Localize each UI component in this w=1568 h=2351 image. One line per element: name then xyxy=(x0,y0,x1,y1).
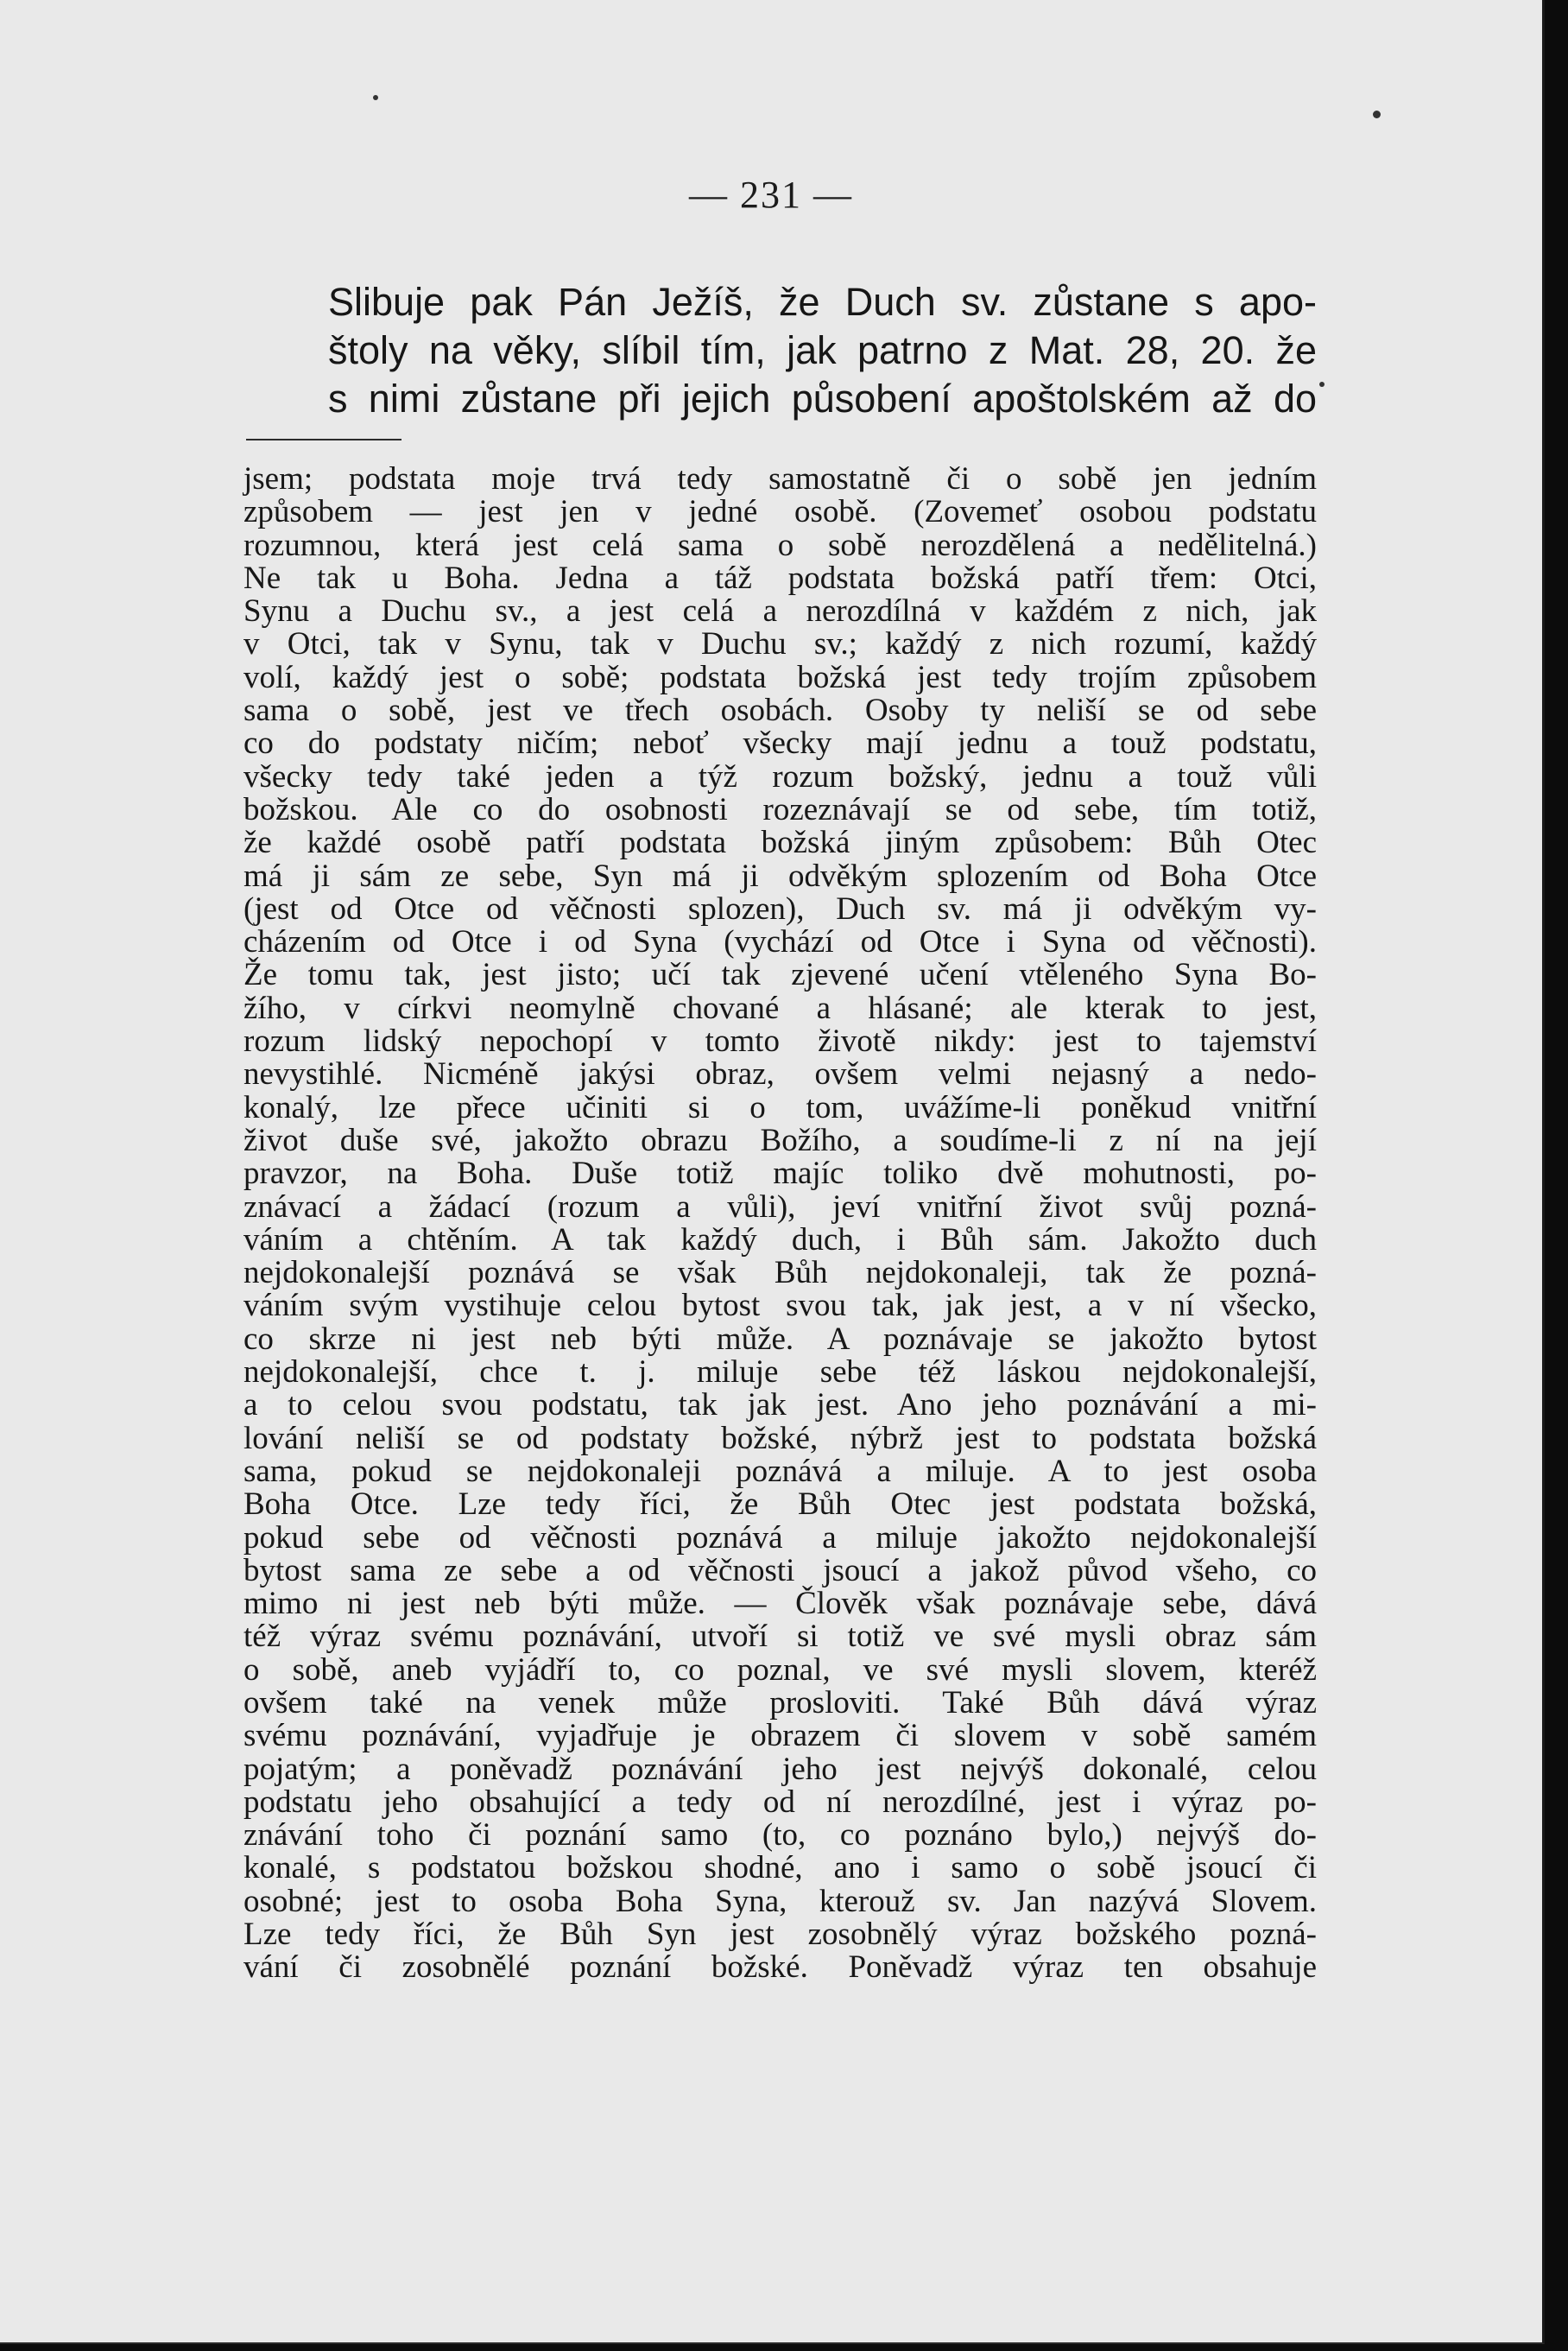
footnote-line: v Otci, tak v Synu, tak v Duchu sv.; každý z nich rozumí, každý xyxy=(243,626,1317,662)
footnote-line: pravzor, na Boha. Duše totiž majíc toliko dvě mohutnosti, po- xyxy=(243,1156,1317,1192)
page-number: — 231 — xyxy=(689,174,853,216)
footnote-line: Lze tedy říci, že Bůh Syn jest zosobnělý výraz božského pozná- xyxy=(243,1917,1317,1953)
footnote-line: sama o sobě, jest ve třech osobách. Osoby ty neliší se od sebe xyxy=(243,693,1317,729)
footnote-line: volí, každý jest o sobě; podstata božská jest tedy trojím způsobem xyxy=(243,659,1317,695)
footnote-line: co skrze ni jest neb býti může. A poznávaje se jakožto bytost xyxy=(243,1321,1317,1357)
footnote-line: pojatým; a poněvadž poznávání jeho jest nejvýš dokonalé, celou xyxy=(243,1751,1317,1787)
main-line: s nimi zůstane při jejich působení apoštolském až do xyxy=(328,377,1317,421)
footnote-line: znávací a žádací (rozum a vůli), jeví vnitřní život svůj pozná- xyxy=(243,1188,1317,1225)
footnote-divider xyxy=(246,439,401,440)
footnote-line: žího, v církvi neomylně chované a hlásané; ale kterak to jest, xyxy=(243,990,1317,1026)
footnote-line: má ji sám ze sebe, Syn má ji odvěkým splozením od Boha Otce xyxy=(243,858,1317,894)
footnote-line: podstatu jeho obsahující a tedy od ní nerozdílné, jest i výraz po- xyxy=(243,1784,1317,1820)
scan-speck xyxy=(1319,382,1325,387)
footnote-line: a to celou svou podstatu, tak jak jest. Ano jeho poznávání a mi- xyxy=(243,1387,1317,1423)
footnote-line: Synu a Duchu sv., a jest celá a nerozdílná v každém z nich, jak xyxy=(243,593,1317,630)
footnote-line: jsem; podstata moje trvá tedy samostatně či o sobě jen jedním xyxy=(243,461,1317,497)
footnote-line: konalý, lze přece učiniti si o tom, uvážíme-li poněkud vnitřní xyxy=(243,1089,1317,1125)
footnote-line: nevystihlé. Nicméně jakýsi obraz, ovšem velmi nejasný a nedo- xyxy=(243,1056,1317,1093)
main-line: štoly na věky, slíbil tím, jak patrno z Mat. 28, 20. že xyxy=(328,328,1317,372)
footnote-line: Ne tak u Boha. Jedna a táž podstata božská patří třem: Otci, xyxy=(243,560,1317,596)
footnote-line: pokud sebe od věčnosti poznává a miluje jakožto nejdokonalejší xyxy=(243,1519,1317,1556)
footnote-line: všecky tedy také jeden a týž rozum božský, jednu a touž vůli xyxy=(243,758,1317,795)
footnote-line: mimo ni jest neb býti může. — Člověk však poznávaje sebe, dává xyxy=(243,1586,1317,1622)
footnote-line: vání či zosobnělé poznání božské. Poněvadž výraz ten obsahuje xyxy=(243,1949,1317,1986)
footnote-line: způsobem — jest jen v jedné osobě. (Zovemeť osobou podstatu xyxy=(243,494,1317,530)
footnote-text xyxy=(243,463,1317,1985)
footnote-line: váním a chtěním. A tak každý duch, i Bůh sám. Jakožto duch xyxy=(243,1221,1317,1258)
footnote-line: osobné; jest to osoba Boha Syna, kterouž sv. Jan nazývá Slovem. xyxy=(243,1883,1317,1919)
footnote-line: božskou. Ale co do osobnosti rozeznávají se od sebe, tím totiž, xyxy=(243,791,1317,827)
main-line: Slibuje pak Pán Ježíš, že Duch sv. zůstane s apo- xyxy=(328,280,1317,324)
footnote-line: co do podstaty ničím; neboť všecky mají jednu a touž podstatu, xyxy=(243,726,1317,762)
scan-speck xyxy=(1373,111,1381,118)
footnote-line: lování neliší se od podstaty božské, nýbrž jest to podstata božská xyxy=(243,1420,1317,1456)
footnote-line: život duše své, jakožto obrazu Božího, a soudíme-li z ní na její xyxy=(243,1122,1317,1158)
footnote-line: též výraz svému poznávání, utvoří si totiž ve své mysli obraz sám xyxy=(243,1619,1317,1655)
main-text xyxy=(328,278,1317,423)
footnote-line: cházením od Otce i od Syna (vychází od Otce i Syna od věčnosti). xyxy=(243,924,1317,960)
footnote-line: bytost sama ze sebe a od věčnosti jsoucí a jakož původ všeho, co xyxy=(243,1552,1317,1588)
footnote-line: rozumnou, která jest celá sama o sobě nerozdělená a nedělitelná.) xyxy=(243,527,1317,563)
footnote-line: (jest od Otce od věčnosti splozen), Duch sv. má ji odvěkým vy- xyxy=(243,890,1317,927)
footnote-line: rozum lidský nepochopí v tomto životě nikdy: jest to tajemství xyxy=(243,1023,1317,1060)
footnote-line: váním svým vystihuje celou bytost svou tak, jak jest, a v ní všecko, xyxy=(243,1288,1317,1324)
footnote-line: že každé osobě patří podstata božská jiným způsobem: Bůh Otec xyxy=(243,825,1317,861)
footnote-line: Že tomu tak, jest jisto; učí tak zjevené učení vtěleného Syna Bo- xyxy=(243,957,1317,993)
scan-speck xyxy=(373,95,378,100)
footnote-line: o sobě, aneb vyjádří to, co poznal, ve své mysli slovem, kteréž xyxy=(243,1651,1317,1688)
footnote-line: sama, pokud se nejdokonaleji poznává a miluje. A to jest osoba xyxy=(243,1453,1317,1489)
footnote-line: svému poznávání, vyjadřuje je obrazem či slovem v sobě samém xyxy=(243,1718,1317,1754)
footnote-line: konalé, s podstatou božskou shodné, ano i samo o sobě jsoucí či xyxy=(243,1850,1317,1886)
footnote-line: znávání toho či poznání samo (to, co poznáno bylo,) nejvýš do- xyxy=(243,1817,1317,1854)
footnote-line: ovšem také na venek může prosloviti. Také Bůh dává výraz xyxy=(243,1684,1317,1720)
footnote-line: Boha Otce. Lze tedy říci, že Bůh Otec jest podstata božská, xyxy=(243,1486,1317,1523)
footnote-line: nejdokonalejší poznává se však Bůh nejdokonaleji, tak že pozná- xyxy=(243,1255,1317,1291)
footnote-line: nejdokonalejší, chce t. j. miluje sebe též láskou nejdokonalejší, xyxy=(243,1354,1317,1391)
